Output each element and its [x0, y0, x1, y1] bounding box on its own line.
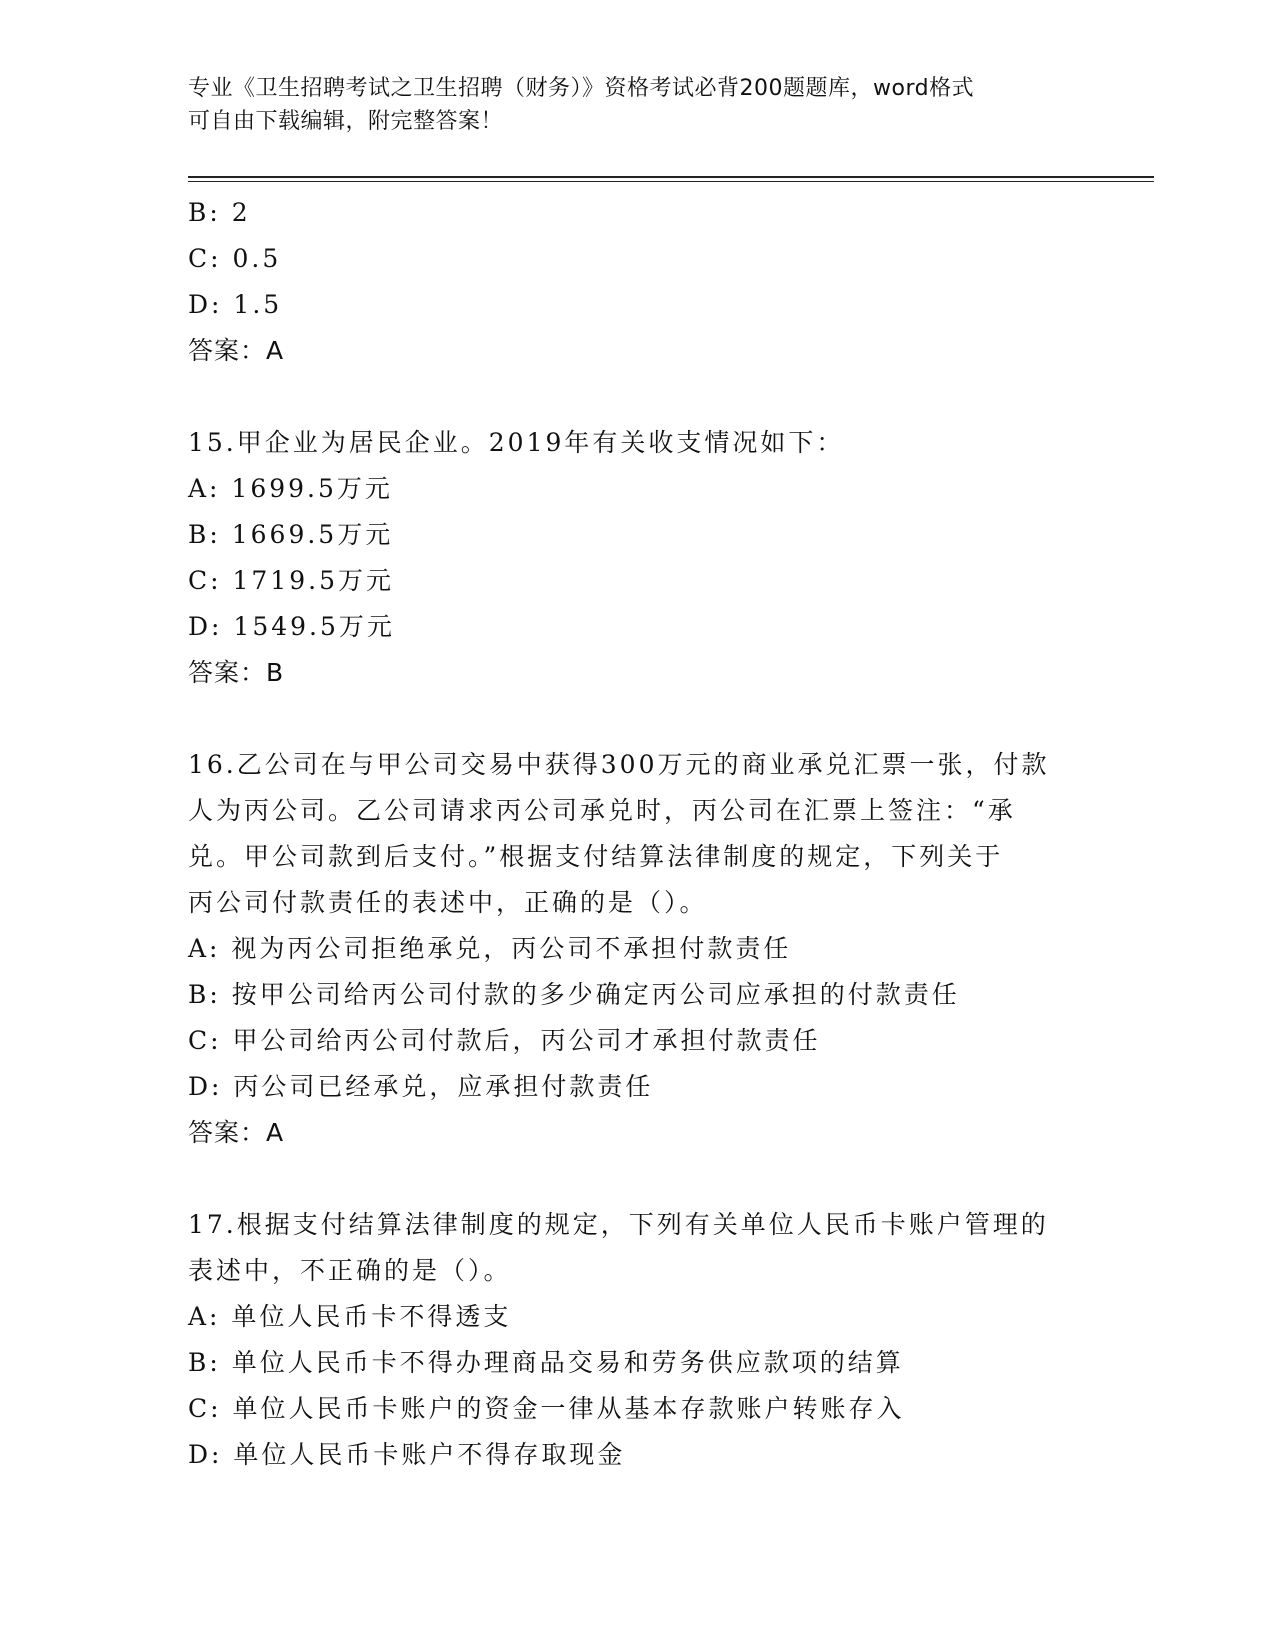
question-text-line-1: 17.根据支付结算法律制度的规定，下列有关单位人民币卡账户管理的	[188, 1210, 1049, 1239]
option-d: D: 1549.5万元	[188, 612, 395, 641]
spacer	[188, 1156, 1088, 1202]
spacer	[188, 696, 1088, 742]
option-c: C: 甲公司给丙公司付款后，丙公司才承担付款责任	[188, 1026, 821, 1055]
question-text-line-2: 人为丙公司。乙公司请求丙公司承兑时，丙公司在汇票上签注：“承	[188, 796, 1016, 825]
header-line-1: 专业《卫生招聘考试之卫生招聘（财务）》资格考试必背200题题库，word格式	[188, 76, 975, 101]
answer: 答案：A	[188, 1118, 285, 1147]
option-d: D: 丙公司已经承兑，应承担付款责任	[188, 1072, 654, 1101]
answer: 答案：B	[188, 658, 285, 687]
question-16	[188, 742, 1088, 1156]
question-17	[188, 1202, 1088, 1478]
question-text-line-2: 表述中，不正确的是（）。	[188, 1256, 512, 1285]
question-text-line-3: 兑。甲公司款到后支付。”根据支付结算法律制度的规定，下列关于	[188, 842, 1004, 871]
question-text: 15.甲企业为居民企业。2019年有关收支情况如下：	[188, 428, 845, 457]
question-text-line-1: 16.乙公司在与甲公司交易中获得300万元的商业承兑汇票一张，付款	[188, 750, 1050, 779]
question-text-line-4: 丙公司付款责任的表述中，正确的是（）。	[188, 888, 708, 917]
document-body	[188, 190, 1088, 1478]
header-line-2: 可自由下载编辑，附完整答案！	[188, 109, 504, 134]
option-c: C: 单位人民币卡账户的资金一律从基本存款账户转账存入	[188, 1394, 905, 1423]
option-b: B: 2	[188, 198, 251, 227]
header-divider-thick	[188, 176, 1154, 178]
answer: 答案：A	[188, 336, 285, 365]
option-b: B: 单位人民币卡不得办理商品交易和劳务供应款项的结算	[188, 1348, 904, 1377]
option-a: A: 1699.5万元	[188, 474, 393, 503]
question-14	[188, 190, 1088, 374]
option-a: A: 视为丙公司拒绝承兑，丙公司不承担付款责任	[188, 934, 792, 963]
option-d: D: 单位人民币卡账户不得存取现金	[188, 1440, 626, 1469]
header-divider-thin	[188, 181, 1154, 182]
question-15	[188, 420, 1088, 696]
option-c: C: 0.5	[188, 244, 282, 273]
option-c: C: 1719.5万元	[188, 566, 394, 595]
document-header	[188, 72, 1068, 138]
option-b: B: 1669.5万元	[188, 520, 394, 549]
spacer	[188, 374, 1088, 420]
option-d: D: 1.5	[188, 290, 283, 319]
option-a: A: 单位人民币卡不得透支	[188, 1302, 512, 1331]
option-b: B: 按甲公司给丙公司付款的多少确定丙公司应承担的付款责任	[188, 980, 960, 1009]
